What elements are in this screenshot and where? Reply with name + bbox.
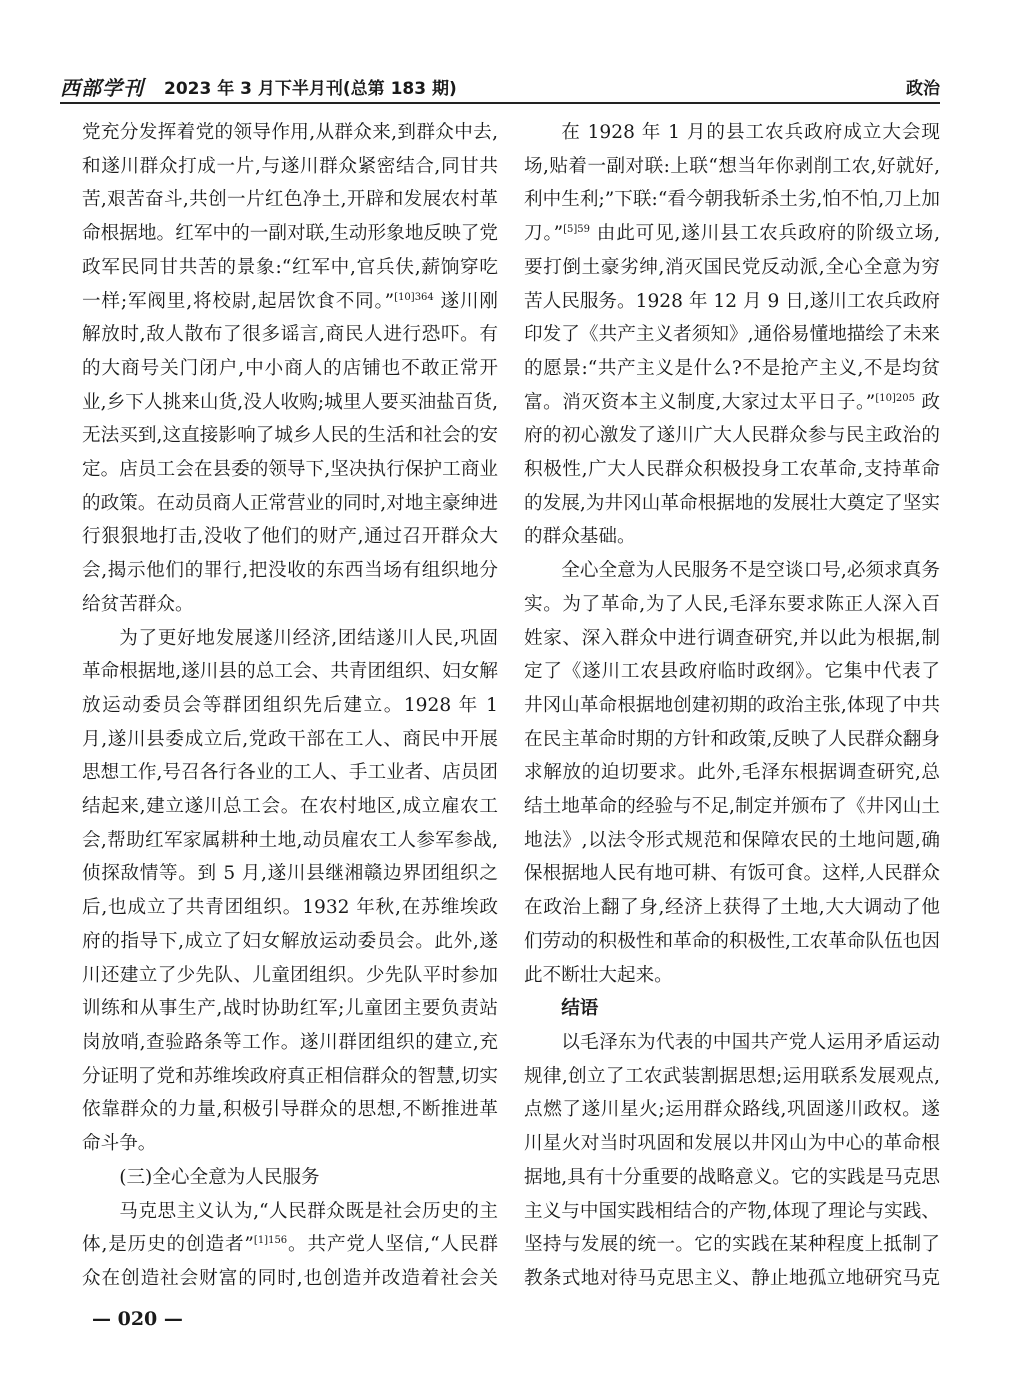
paragraph: 党充分发挥着党的领导作用,从群众来,到群众中去,和遂川群众打成一片,与遂川群众紧密结合,同甘共苦,艰苦奋斗,共创一片红色净土,开辟和发展农村革命根据地。红军中的一副对联,生动形象地反映了党政军民同甘共苦的景象:“红军中,官兵伕,薪饷穿吃一样;军阀里,将校尉,起居饮食不同。”$^{[10]364}$ 遂川刚解放时,敌人散布了很多谣言,商民人进行恐吓。有的大商号关门闭户,中小商人的店铺也不敢正常开业,乡下人挑来山货,没人收购;城里人要买油盐百货,无法买到,这直接影响了城乡人民的生活和社会的安定。店员工会在县委的领导下,坚决执行保护工商业的政策。在动员商人正常营业的同时,对地主豪绅进行狠狠地打击,没收了他们的财产,通过召开群众大会,揭示他们的罪行,把没收的东西当场有组织地分给贫苦群众。 xyxy=(82,122,498,615)
right-column xyxy=(524,116,940,1296)
left-column xyxy=(82,116,498,1296)
journal-issue: 2023 年 3 月下半月刊(总第 183 期) xyxy=(164,79,457,99)
header-rule xyxy=(60,102,940,104)
paragraph: 在 1928 年 1 月的县工农兵政府成立大会现场,贴着一副对联:上联“想当年你剥削工农,好就好,利中生利;”下联:“看今朝我斩杀土劣,怕不怕,刀上加刀。”$^{[5]59}$ 由此可见,遂川县工农兵政府的阶级立场,要打倒土豪劣绅,消灭国民党反动派,全心全意为穷苦人民服务。1928 年 12 月 9 日,遂川工农兵政府印发了《共产主义者须知》,通俗易懂地描绘了未来的愿景:“共产主义是什么?不是抢产主义,不是均贫富。消灭资本主义制度,大家过太平日子。”$^{[10]205}$ 政府的初心激发了遂川广大人民群众参与民主政治的积极性,广大人民群众积极投身工农革命,支持革命的发展,为井冈山革命根据地的发展壮大奠定了坚实的群众基础。 xyxy=(524,122,940,548)
journal-logo: 西部学刊 xyxy=(60,76,144,100)
page-number: — 020 — xyxy=(92,1308,183,1330)
subsection-heading: (三)全心全意为人民服务 xyxy=(119,1166,320,1188)
section-heading: 结语 xyxy=(561,998,599,1020)
paragraph: 全心全意为人民服务不是空谈口号,必须求真务实。为了革命,为了人民,毛泽东要求陈正人深入百姓家、深入群众中进行调查研究,并以此为根据,制定了《遂川工农县政府临时政纲》。它集中代表了井冈山革命根据地创建初期的政治主张,体现了中共在民主革命时期的方针和政策,反映了人民群众翻身求解放的迫切要求。此外,毛泽东根据调查研究,总结土地革命的经验与不足,制定并颁布了《井冈山土地法》,以法令形式规范和保障农民的土地问题,确保根据地人民有地可耕、有饭可食。这样,人民群众在政治上翻了身,经济上获得了土地,大大调动了他们劳动的积极性和革命的积极性,工农革命队伍也因此不断壮大起来。 xyxy=(524,560,940,986)
citation: [10]205 xyxy=(875,392,915,404)
paragraph: 以毛泽东为代表的中国共产党人运用矛盾运动规律,创立了工农武装割据思想;运用联系发展观点,点燃了遂川星火;运用群众路线,巩固遂川政权。遂川星火对当时巩固和发展以井冈山为中心的革命根据地,具有十分重要的战略意义。它的实践是马克思主义与中国实践相结合的产物,体现了理论与实践、坚持与发展的统一。它的实践在某种程度上抵制了教条式地对待马克思主义、静止地孤立地研究马克 xyxy=(524,1031,940,1289)
running-header xyxy=(60,70,940,104)
paragraph: 为了更好地发展遂川经济,团结遂川人民,巩固革命根据地,遂川县的总工会、共青团组织、妇女解放运动委员会等群团组织先后建立。1928 年 1 月,遂川县委成立后,党政干部在工人、商民中开展思想工作,号召各行各业的工人、手工业者、店员团结起来,建立遂川总工会。在农村地区,成立雇农工会,帮助红军家属耕种土地,动员雇农工人参军参战,侦探敌情等。到 5 月,遂川县继湘赣边界团组织之后,也成立了共青团组织。1932 年秋,在苏维埃政府的指导下,成立了妇女解放运动委员会。此外,遂川还建立了少先队、儿童团组织。少先队平时参加训练和从事生产,战时协助红军;儿童团主要负责站岗放哨,查验路条等工作。遂川群团组织的建立,充分证明了党和苏维埃政府真正相信群众的智慧,切实依靠群众的力量,积极引导群众的思想,不断推进革命斗争。 xyxy=(82,627,498,1155)
citation: [1]156 xyxy=(253,1235,288,1247)
citation: [10]364 xyxy=(394,291,434,303)
paragraph: 马克思主义认为,“人民群众既是社会历史的主体,是历史的创造者”$^{[1]156}$。共产党人坚信,“人民群众在创造社会财富的同时,也创造并改造着社会关 xyxy=(82,1200,498,1289)
section-name: 政治 xyxy=(906,79,940,99)
citation: [5]59 xyxy=(563,224,590,236)
